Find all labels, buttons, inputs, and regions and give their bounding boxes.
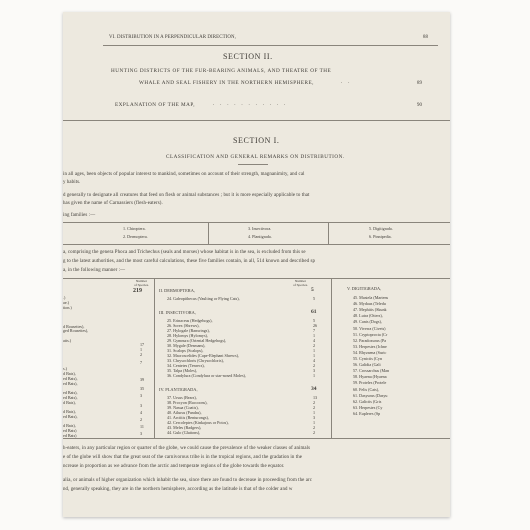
- family-digitigrada: 5. Digitigrada.: [369, 226, 393, 231]
- table-row: 42. Cercoleptes (Kinkajous or Potos),: [167, 420, 229, 425]
- species-count: 11: [140, 424, 144, 429]
- paragraph-line: e of the globe will show that the great seat of the carnivorous tribe is in the tropical regions, and the gradation in the: [63, 455, 303, 460]
- table-row: ed Bats),: [63, 375, 78, 381]
- paragraph-line: alia, or animals of higher organization which inhabit the sea, since there are found to decrease in proceeding from the arc: [63, 478, 313, 483]
- table-row: 41. Arctitis (Benturongs),: [167, 415, 209, 420]
- table-row: ed Bats),: [63, 394, 78, 400]
- table-row: d Bats),: [63, 399, 76, 405]
- greeting-card: [63, 12, 450, 517]
- species-count: 1: [313, 410, 316, 415]
- toc-line-distribution: VI. DISTRIBUTION IN A PERPENDICULAR DIRECTION,: [109, 35, 236, 40]
- paragraph-line: a, in the following manner :—: [63, 268, 126, 273]
- table-row: 60. Felis (Cats),: [353, 386, 380, 392]
- species-count: 3: [140, 393, 143, 398]
- table-row: d Bats),: [63, 371, 76, 376]
- paragraph-line: ing families :—: [63, 213, 96, 218]
- leader-dots: . . . . . . . . . . .: [213, 102, 288, 107]
- table-row: ed Bats),: [63, 413, 78, 419]
- families-col-divider: [328, 222, 329, 244]
- section-ii-title-cont: WHALE AND SEAL FISHERY IN THE NORTHERN HEMISPHERE,: [139, 80, 314, 86]
- order-total: 34: [311, 386, 317, 392]
- table-row: 25. Erinaceus (Hedgehogs),: [167, 318, 213, 323]
- table-row: 31. Scalops (Scalops),: [167, 348, 204, 353]
- table-row: ged Rousettes),: [63, 328, 89, 334]
- table-row: 57. Crossarchus (Man: [353, 368, 390, 374]
- table-row: 34. Centetes (Tenrecs),: [167, 363, 205, 368]
- table-row: 32. Macroscelides (Cape-Elephant Shrews),: [167, 353, 239, 358]
- explanation-of-map: EXPLANATION OF THE MAP,: [115, 102, 195, 108]
- table-row: atts.): [63, 337, 72, 343]
- species-col-divider: [331, 278, 332, 438]
- printed-page: [63, 12, 450, 517]
- table-row: ed Bats),: [63, 390, 78, 395]
- table-row: 38. Procyon (Raccoons),: [167, 400, 208, 405]
- species-count: 5: [313, 296, 316, 301]
- leader-dots: . .: [341, 80, 352, 85]
- table-row: 54. Rhyzaena (Suric: [353, 349, 387, 355]
- order-total: 61: [311, 309, 317, 315]
- table-row: 56. Galidia (Gali: [353, 362, 381, 368]
- species-table-bottom: [63, 438, 450, 439]
- table-row: 30. Mygale (Desmans),: [167, 343, 206, 348]
- families-table-top: [63, 222, 450, 223]
- species-table-top: [63, 278, 450, 279]
- table-row: 52. Paradoxurus (Pa: [353, 337, 387, 343]
- species-count: 1: [140, 347, 143, 352]
- species-count: 1: [313, 353, 316, 358]
- paragraph-line: ncrease in proportion as we advance from the arctic and temperate regions of the globe towards the equator.: [63, 464, 285, 469]
- table-row: ed Bats): [63, 432, 77, 438]
- table-row: tion.): [63, 304, 72, 310]
- species-count: 2: [313, 343, 316, 348]
- table-row: 58. Hyaena (Hyaena: [353, 374, 387, 380]
- species-count: 2: [140, 352, 143, 357]
- table-row: 35. Talpa (Moles),: [167, 368, 198, 373]
- species-count: 13: [313, 395, 318, 400]
- table-row: ed Bats),: [63, 380, 78, 386]
- paragraph-line: has given the name of Carnassiers (flesh-eaters).: [63, 201, 163, 206]
- table-row: 62. Galictis (Gris: [353, 398, 382, 404]
- species-count: 2: [313, 425, 316, 430]
- paragraph-line: y habits.: [63, 180, 81, 185]
- toc-page-number: 88: [423, 35, 429, 40]
- family-insectivora: 3. Insectivora.: [248, 226, 272, 231]
- table-row: 49. Canis (Dogs),: [353, 319, 382, 325]
- species-count: 1: [313, 420, 316, 425]
- paragraph-line: d generally to designate all creatures that feed on flesh or animal substances ; but it is more especially applicable to that: [63, 193, 310, 198]
- explanation-page: 90: [417, 103, 423, 108]
- table-row: 64. Eupleres (Sp: [353, 410, 381, 416]
- table-row: d Bats),: [63, 409, 76, 414]
- species-count: 3: [140, 403, 143, 408]
- order-title: IV. PLANTIGRADA,: [159, 387, 198, 392]
- table-row: ed Bats): [63, 428, 77, 433]
- species-count: 35: [140, 386, 145, 391]
- section-ii-heading: SECTION II.: [223, 52, 273, 61]
- table-row: 61. Dasyurus (Dasyu: [353, 392, 388, 398]
- species-count: 1: [313, 348, 316, 353]
- families-col-divider: [208, 222, 209, 244]
- paragraph-line: nd, generally speaking, they are in the northern hemisphere, according as the latitude is that of the colder and w: [63, 487, 293, 492]
- table-row: 46. Mydaus (Teledu: [353, 301, 386, 307]
- table-row: 28. Hylomys (Hylomys),: [167, 333, 208, 338]
- species-count: 1: [313, 373, 316, 378]
- species-count: 3: [313, 368, 316, 373]
- species-count: 17: [140, 342, 145, 347]
- families-table-bottom: [63, 244, 450, 245]
- table-row: 63. Herpestes (Cy: [353, 404, 383, 410]
- table-row: 59. Proteles (Protele: [353, 380, 387, 386]
- species-count: 3: [313, 415, 316, 420]
- species-col-divider: [154, 278, 155, 438]
- table-row: 43. Meles (Badgers),: [167, 425, 202, 430]
- species-count: 4: [140, 410, 143, 415]
- table-row: d Rousettes),: [63, 323, 85, 329]
- divider: [103, 45, 438, 46]
- species-count: 1: [313, 333, 316, 338]
- section-i-title: CLASSIFICATION AND GENERAL REMARKS ON DISTRIBUTION.: [166, 154, 345, 160]
- species-count: 4: [313, 338, 316, 343]
- species-count: 26: [313, 323, 318, 328]
- paragraph-line: a, comprising the genera Phoca and Trichechus (seals and morses) whose habitat is in the sea, is excluded from this se: [63, 250, 306, 255]
- table-row: 51. Cryptoprocta (Cr: [353, 331, 388, 337]
- family-plantigrada: 4. Plantigrada.: [248, 234, 272, 239]
- table-row: 27. Hylogale (Banxrings),: [167, 328, 210, 333]
- table-row: ae.): [63, 299, 70, 305]
- species-count: 2: [313, 363, 316, 368]
- number-of-species-header: Number of Species.: [293, 279, 308, 287]
- family-pinnipedia: 6. Pinnipedia.: [369, 234, 392, 239]
- family-dermoptera: 2. Dermoptera.: [123, 234, 148, 239]
- table-row: s.): [63, 366, 67, 372]
- species-count: 3: [140, 431, 143, 436]
- species-count: 2: [313, 400, 316, 405]
- table-row: 29. Gymnura (Oriental Hedgehogs),: [167, 338, 227, 343]
- paragraph-line: g to the latest authorities, and the most careful calculations, these five families contain, in all, 514 known and described sp: [63, 259, 316, 264]
- table-row: 37. Ursus (Bears),: [167, 395, 197, 400]
- table-row: 36. Condylura (Condylura or star-nosed Moles),: [167, 373, 246, 378]
- species-count: 7: [313, 328, 316, 333]
- table-row: 24. Galeopithecus (Vaulting or Flying Cats),: [167, 296, 240, 301]
- digitigrada-title: V. DIGITIGRADA,: [347, 286, 382, 291]
- species-count: 5: [313, 318, 316, 323]
- table-row: 39. Nasua (Coatis),: [167, 405, 199, 410]
- paragraph-line: h-eaters, in any particular region or quarter of the globe, we could cause the prevalence of the weaker classes of animals: [63, 446, 311, 451]
- table-row: d Bats),: [63, 423, 76, 429]
- table-row: 48. Lutra (Otters),: [353, 313, 383, 319]
- order-total: 5: [311, 287, 314, 293]
- section-divider: [63, 120, 450, 121]
- table-row: 53. Herpestes (Ichne: [353, 343, 387, 349]
- table-row: 26. Sorex (Shrews),: [167, 323, 200, 328]
- table-row: 45. Mustela (Martens: [353, 295, 389, 300]
- table-row: .): [63, 295, 66, 300]
- order-title: II. DERMOPTERA,: [159, 288, 195, 293]
- section-ii-page: 89: [417, 81, 423, 86]
- table-row: 50. Viverra (Civets): [353, 325, 386, 331]
- species-count: 7: [140, 360, 143, 365]
- species-count: 39: [140, 377, 145, 382]
- paragraph-line: in all ages, been objects of popular interest to mankind, sometimes on account of their strength, magnanimity, and cal: [63, 172, 305, 177]
- species-count: 2: [313, 430, 316, 435]
- species-count: 4: [313, 358, 316, 363]
- table-row: 44. Gulo (Gluttons),: [167, 430, 201, 435]
- divider: [238, 164, 268, 165]
- table-row: 40. Ailurus (Pandas),: [167, 410, 202, 415]
- table-row: 33. Chrysochloris (Chrysochloris),: [167, 358, 224, 363]
- order-title: III. INSECTIVORA,: [159, 310, 196, 315]
- number-of-species-header: Number of Species.: [134, 279, 149, 287]
- table-row: 55. Cynictis (Cyn: [353, 356, 382, 361]
- section-i-heading: SECTION I.: [233, 136, 280, 145]
- species-count: 2: [313, 405, 316, 410]
- chiroptera-total: 219: [133, 288, 142, 294]
- family-chiroptera: 1. Chiroptera.: [123, 226, 146, 231]
- table-row: 47. Mephitis (Skunk: [353, 307, 387, 313]
- species-count: 2: [140, 417, 143, 422]
- section-ii-title: HUNTING DISTRICTS OF THE FUR-BEARING ANIMALS, AND THEATRE OF THE: [111, 68, 332, 74]
